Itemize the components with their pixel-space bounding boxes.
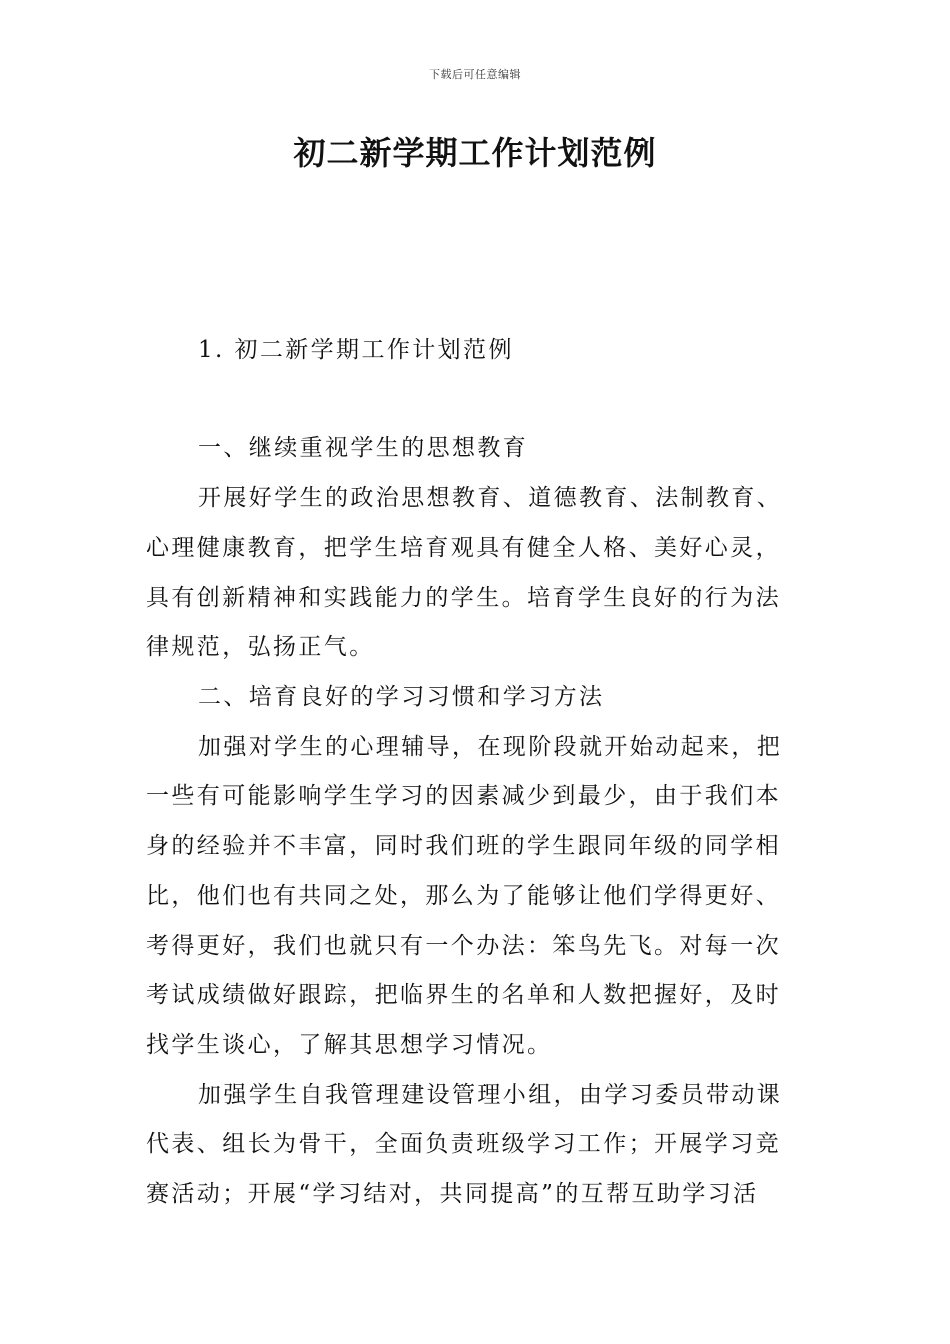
paragraph-line: 赛活动；开展“学习结对，共同提高”的互帮互助学习活 [146,1181,759,1207]
paragraph-line: 加强学生自我管理建设管理小组，由学习委员带动课 [198,1082,783,1108]
paragraph-line: 律规范，弘扬正气。 [146,634,375,660]
paragraph-line: 考得更好，我们也就只有一个办法：笨鸟先飞。对每一次 [146,933,781,959]
paragraph-line: 开展好学生的政治思想教育、道德教育、法制教育、 [198,485,783,511]
heading-two: 二、培育良好的学习习惯和学习方法 [198,684,605,710]
paragraph-line: 一些有可能影响学生学习的因素减少到最少，由于我们本 [146,783,781,809]
paragraph-line: 代表、组长为骨干，全面负责班级学习工作；开展学习竞 [146,1131,781,1157]
paragraph-line: 身的经验并不丰富，同时我们班的学生跟同年级的同学相 [146,833,781,859]
paragraph-line: 心理健康教育，把学生培育观具有健全人格、美好心灵， [146,535,781,561]
paragraph-line: 考试成绩做好跟踪，把临界生的名单和人数把握好，及时 [146,982,781,1008]
section-heading: 1. 初二新学期工作计划范例 [198,337,514,363]
paragraph-line: 具有创新精神和实践能力的学生。培育学生良好的行为法 [146,585,781,611]
paragraph-line: 找学生谈心，了解其思想学习情况。 [146,1032,553,1058]
document-title: 初二新学期工作计划范例 [293,134,657,172]
paragraph-line: 加强对学生的心理辅导，在现阶段就开始动起来，把 [198,734,783,760]
paragraph-line: 比，他们也有共同之处，那么为了能够让他们学得更好、 [146,883,781,909]
heading-one: 一、继续重视学生的思想教育 [198,435,529,461]
header-note: 下载后可任意编辑 [429,68,521,81]
